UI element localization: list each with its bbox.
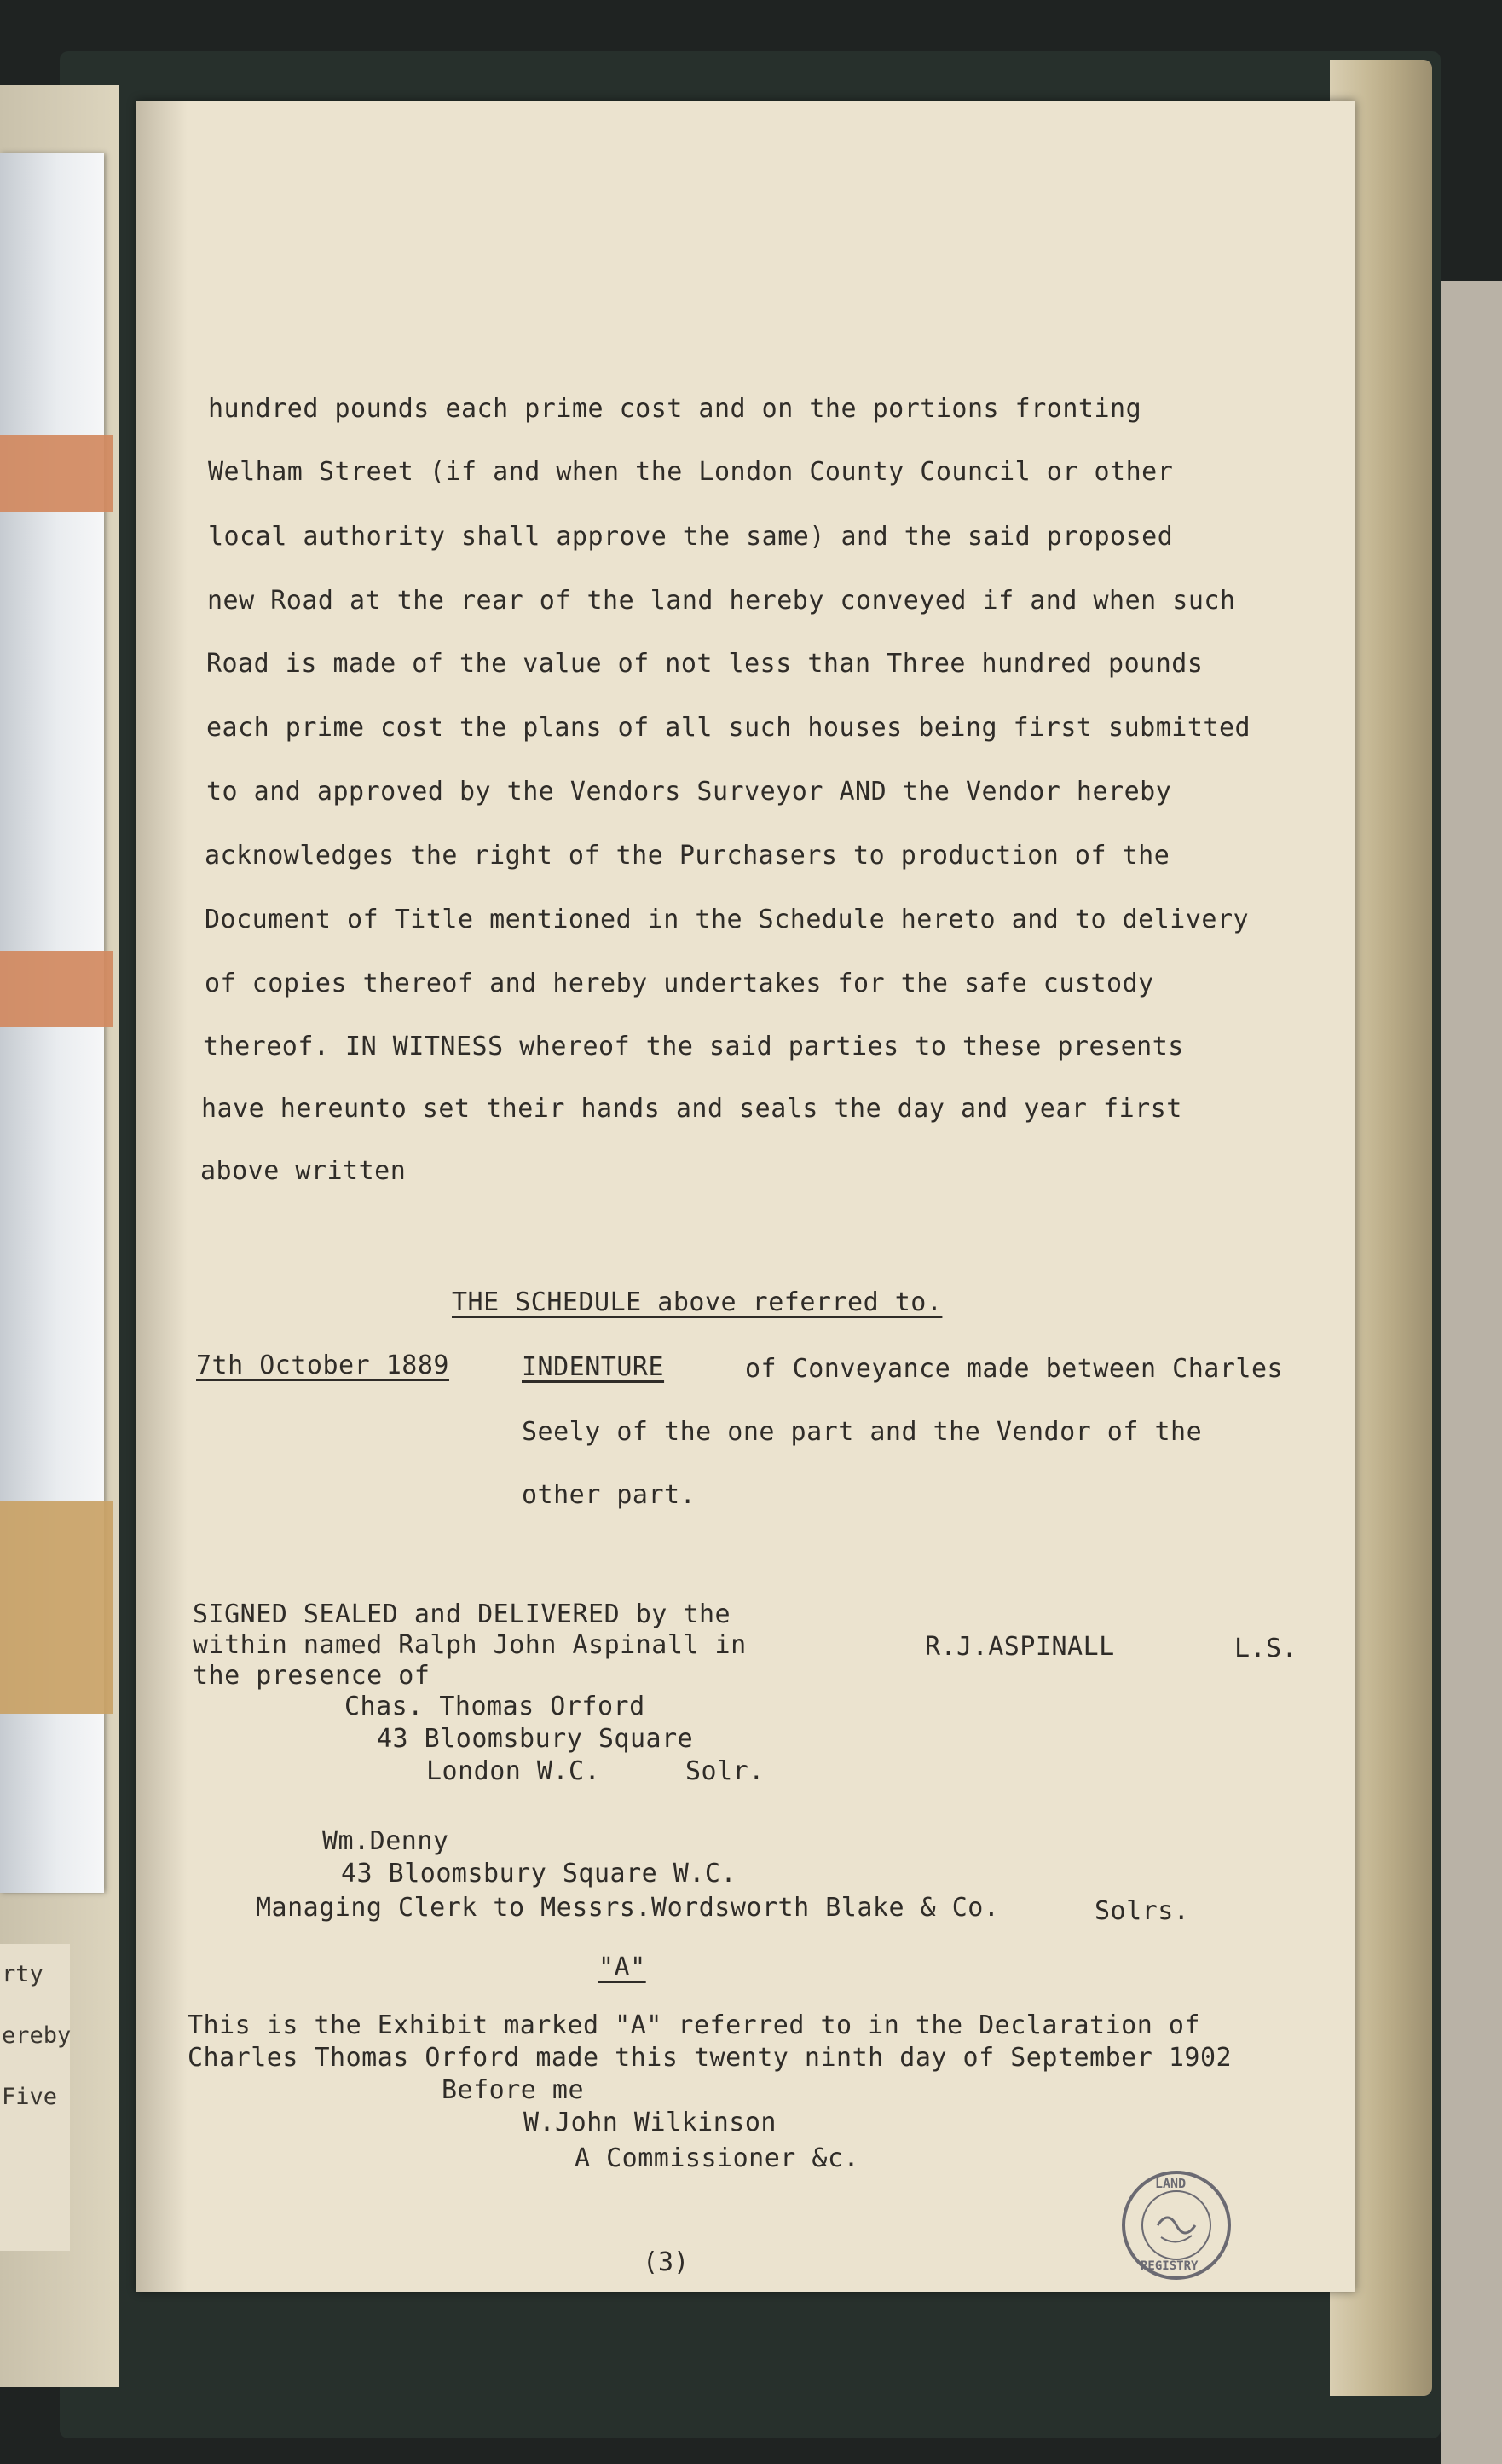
- body-line: local authority shall approve the same) and the said proposed: [208, 522, 1174, 552]
- witness-title: Solrs.: [1095, 1896, 1190, 1926]
- fragment-line: ereby: [2, 2022, 72, 2049]
- witness-name: Wm.Denny: [322, 1826, 449, 1856]
- previous-page-text-fragment: [0, 1944, 70, 2251]
- schedule-description: other part.: [522, 1480, 696, 1510]
- exhibit-text: Before me: [442, 2075, 585, 2105]
- page-number: (3): [643, 2247, 690, 2277]
- commissioner-title: A Commissioner &c.: [575, 2143, 860, 2173]
- stamp-text: LAND: [1155, 2176, 1187, 2191]
- signature-clause: within named Ralph John Aspinall in: [193, 1630, 747, 1660]
- tape-strip: [0, 951, 113, 1027]
- commissioner-name: W.John Wilkinson: [523, 2108, 777, 2137]
- signatory-name: R.J.ASPINALL: [925, 1632, 1115, 1662]
- body-line: of copies thereof and hereby undertakes for the safe custody: [205, 969, 1154, 998]
- body-line: Document of Title mentioned in the Schedule hereto and to delivery: [205, 905, 1250, 934]
- witness-title: Solr.: [685, 1756, 765, 1786]
- fragment-line: rty: [2, 1961, 43, 1987]
- body-line: thereof. IN WITNESS whereof the said parties to these presents: [203, 1032, 1184, 1061]
- seal-mark: L.S.: [1234, 1634, 1298, 1663]
- witness-name: Chas. Thomas Orford: [344, 1692, 645, 1721]
- tape-strip: [0, 1501, 113, 1714]
- body-line: hundred pounds each prime cost and on the portions fronting: [208, 394, 1142, 424]
- body-line: Welham Street (if and when the London County Council or other: [208, 457, 1174, 487]
- signature-clause: SIGNED SEALED and DELIVERED by the: [193, 1599, 731, 1629]
- stamp-text: REGISTRY: [1141, 2259, 1199, 2273]
- witness-address: 43 Bloomsbury Square: [377, 1724, 694, 1754]
- document-page: [136, 101, 1355, 2292]
- body-line: new Road at the rear of the land hereby conveyed if and when such: [207, 586, 1236, 616]
- body-line: each prime cost the plans of all such houses being first submitted: [206, 713, 1251, 743]
- schedule-doc-type: INDENTURE: [522, 1352, 665, 1382]
- body-line: to and approved by the Vendors Surveyor AND the Vendor hereby: [206, 777, 1172, 807]
- witness-address: 43 Bloomsbury Square W.C.: [341, 1859, 737, 1888]
- body-line: above written: [200, 1156, 407, 1186]
- signature-clause: the presence of: [193, 1661, 430, 1691]
- exhibit-text: This is the Exhibit marked "A" referred to in the Declaration of: [188, 2010, 1200, 2040]
- fragment-line: Five: [2, 2084, 58, 2110]
- witness-role: Managing Clerk to Messrs.Wordsworth Blake & Co.: [256, 1893, 1000, 1923]
- schedule-date: 7th October 1889: [196, 1351, 449, 1380]
- background-surface: [1441, 281, 1502, 2464]
- body-line: have hereunto set their hands and seals the day and year first: [201, 1094, 1182, 1124]
- schedule-description: Seely of the one part and the Vendor of the: [522, 1417, 1203, 1447]
- tape-strip: [0, 435, 113, 512]
- schedule-description: of Conveyance made between Charles: [745, 1354, 1284, 1384]
- witness-city: London W.C.: [426, 1756, 601, 1786]
- body-line: acknowledges the right of the Purchasers to production of the: [205, 841, 1170, 870]
- schedule-heading: THE SCHEDULE above referred to.: [452, 1287, 943, 1317]
- exhibit-mark: "A": [598, 1952, 646, 1982]
- body-line: Road is made of the value of not less than Three hundred pounds: [206, 649, 1204, 679]
- exhibit-text: Charles Thomas Orford made this twenty ninth day of September 1902: [188, 2043, 1233, 2073]
- page-gutter-shadow: [136, 101, 188, 2292]
